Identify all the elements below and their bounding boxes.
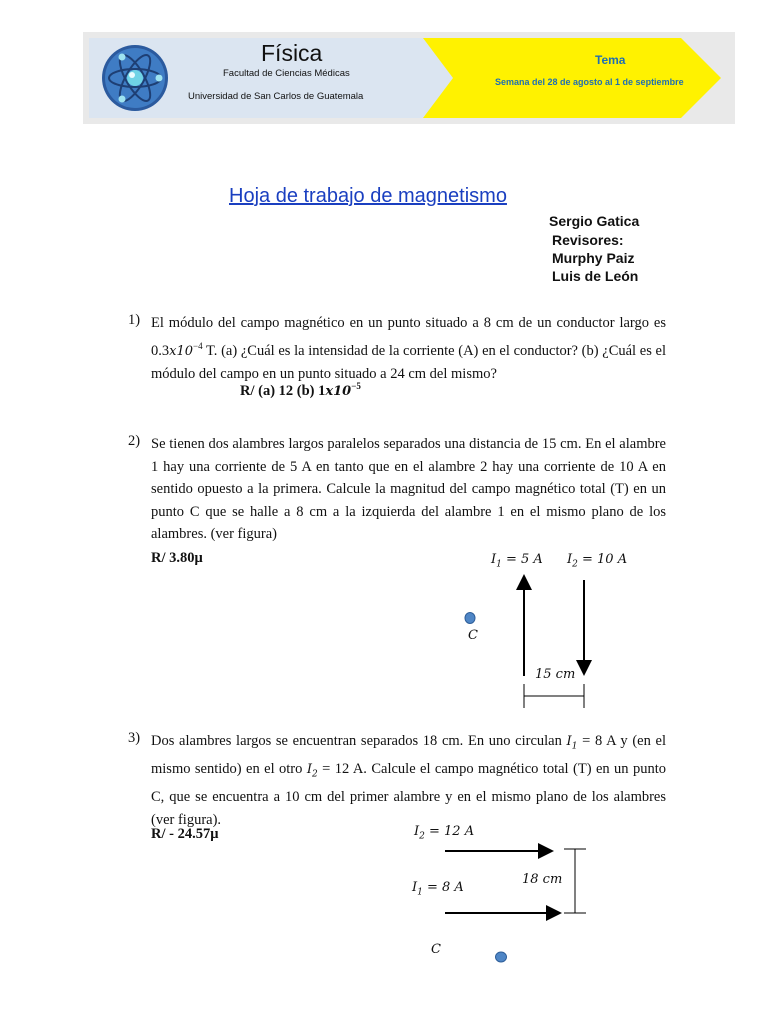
problem-1-text-a: El módulo del campo magnético en un punto situado a 8 cm de un conductor largo es 0.3 xyxy=(151,315,666,359)
problem-3-answer: R/ - 24.57μ xyxy=(151,826,219,842)
problem-3-text-a: Dos alambres largos se encuentran separados 18 cm. En uno circulan xyxy=(151,733,567,749)
distance-label: 18 cm xyxy=(522,872,563,887)
problem-2-answer: R/ 3.80μ xyxy=(151,550,203,566)
reviewers-label: Revisores: xyxy=(552,232,624,248)
faculty-name: Facultad de Ciencias Médicas xyxy=(223,68,350,79)
problem-number: 2) xyxy=(128,433,141,449)
point-c-label: C xyxy=(468,628,478,643)
problem-3-text-c: = 12 A. Calcule el campo magnético total (T) en un punto C, que se encuentra a 10 cm del primer alambre y en el mismo plano de los alambres (ver figura). xyxy=(151,761,666,828)
problem-1-text xyxy=(151,312,666,385)
problem-1-answer xyxy=(240,381,361,400)
problem-number: 1) xyxy=(128,312,141,328)
topic-label: Tema xyxy=(595,53,626,67)
answer-exponent: −5 xyxy=(351,381,361,391)
atom-logo-icon xyxy=(101,44,169,112)
week-range: Semana del 28 de agosto al 1 de septiembre xyxy=(495,77,684,87)
answer-prefix: R/ (a) 12 (b) 1 xyxy=(240,382,326,399)
field-exponent: −4 xyxy=(193,340,203,351)
figure-2-diagram xyxy=(460,570,600,715)
university-name: Universidad de San Carlos de Guatemala xyxy=(188,91,364,102)
reviewer-name: Murphy Paiz xyxy=(552,250,635,266)
problem-1-text-b: T. (a) ¿Cuál es la intensidad de la corriente (A) en el conductor? (b) ¿Cuál es el módulo del campo en un punto situado a 24 cm del mismo? xyxy=(151,342,666,382)
current-i2-label: $I_2 = 10$ A xyxy=(567,552,628,570)
header-banner xyxy=(83,32,735,124)
reviewer-name: Luis de León xyxy=(552,268,639,284)
current-i1-label: $I_1 = 8$ A xyxy=(412,880,464,898)
current-i1-label: $I_1 = 5$ A xyxy=(491,552,543,570)
field-value: x10 xyxy=(169,343,193,359)
point-c-label: C xyxy=(431,942,441,957)
problem-number: 3) xyxy=(128,730,141,746)
author-name: Sergio Gatica xyxy=(549,213,640,229)
figure-3-diagram xyxy=(440,840,600,965)
document-title: Hoja de trabajo de magnetismo xyxy=(229,185,507,207)
problem-2-text: Se tienen dos alambres largos paralelos separados una distancia de 15 cm. En el alambre 1 hay una corriente de 5 A en tanto que en el alambre 2 hay una corriente de 10 A en sentido opuesto a la primera. Calcule la magnitud del campo magnético total (T) en un punto C que se halle a 8 cm a la izquierda del alambre 1 en el mismo plano de los alambres. (ver figura) xyxy=(151,436,666,542)
problem-3-text-b: = 8 A y (en el mismo sentido) en el otro xyxy=(151,733,666,778)
current-i2-label: $I_2 = 12$ A xyxy=(414,824,475,842)
subject-title: Física xyxy=(261,40,323,66)
point-c-marker xyxy=(465,613,475,624)
distance-label: 15 cm xyxy=(535,667,576,682)
answer-value: x10 xyxy=(325,383,352,399)
point-c-marker xyxy=(496,952,507,962)
problem-3-text: Dos alambres largos se encuentran separados 18 cm. En uno circulan $I_1 = 8$ A y (en el mismo sentido) en el otro $I_2 = 12$ A. Calcule el campo magnético total (T) en un punto C, que se encuentra a 10 cm del primer alambre y en el mismo plano de los alambres (ver figura). xyxy=(151,733,666,828)
